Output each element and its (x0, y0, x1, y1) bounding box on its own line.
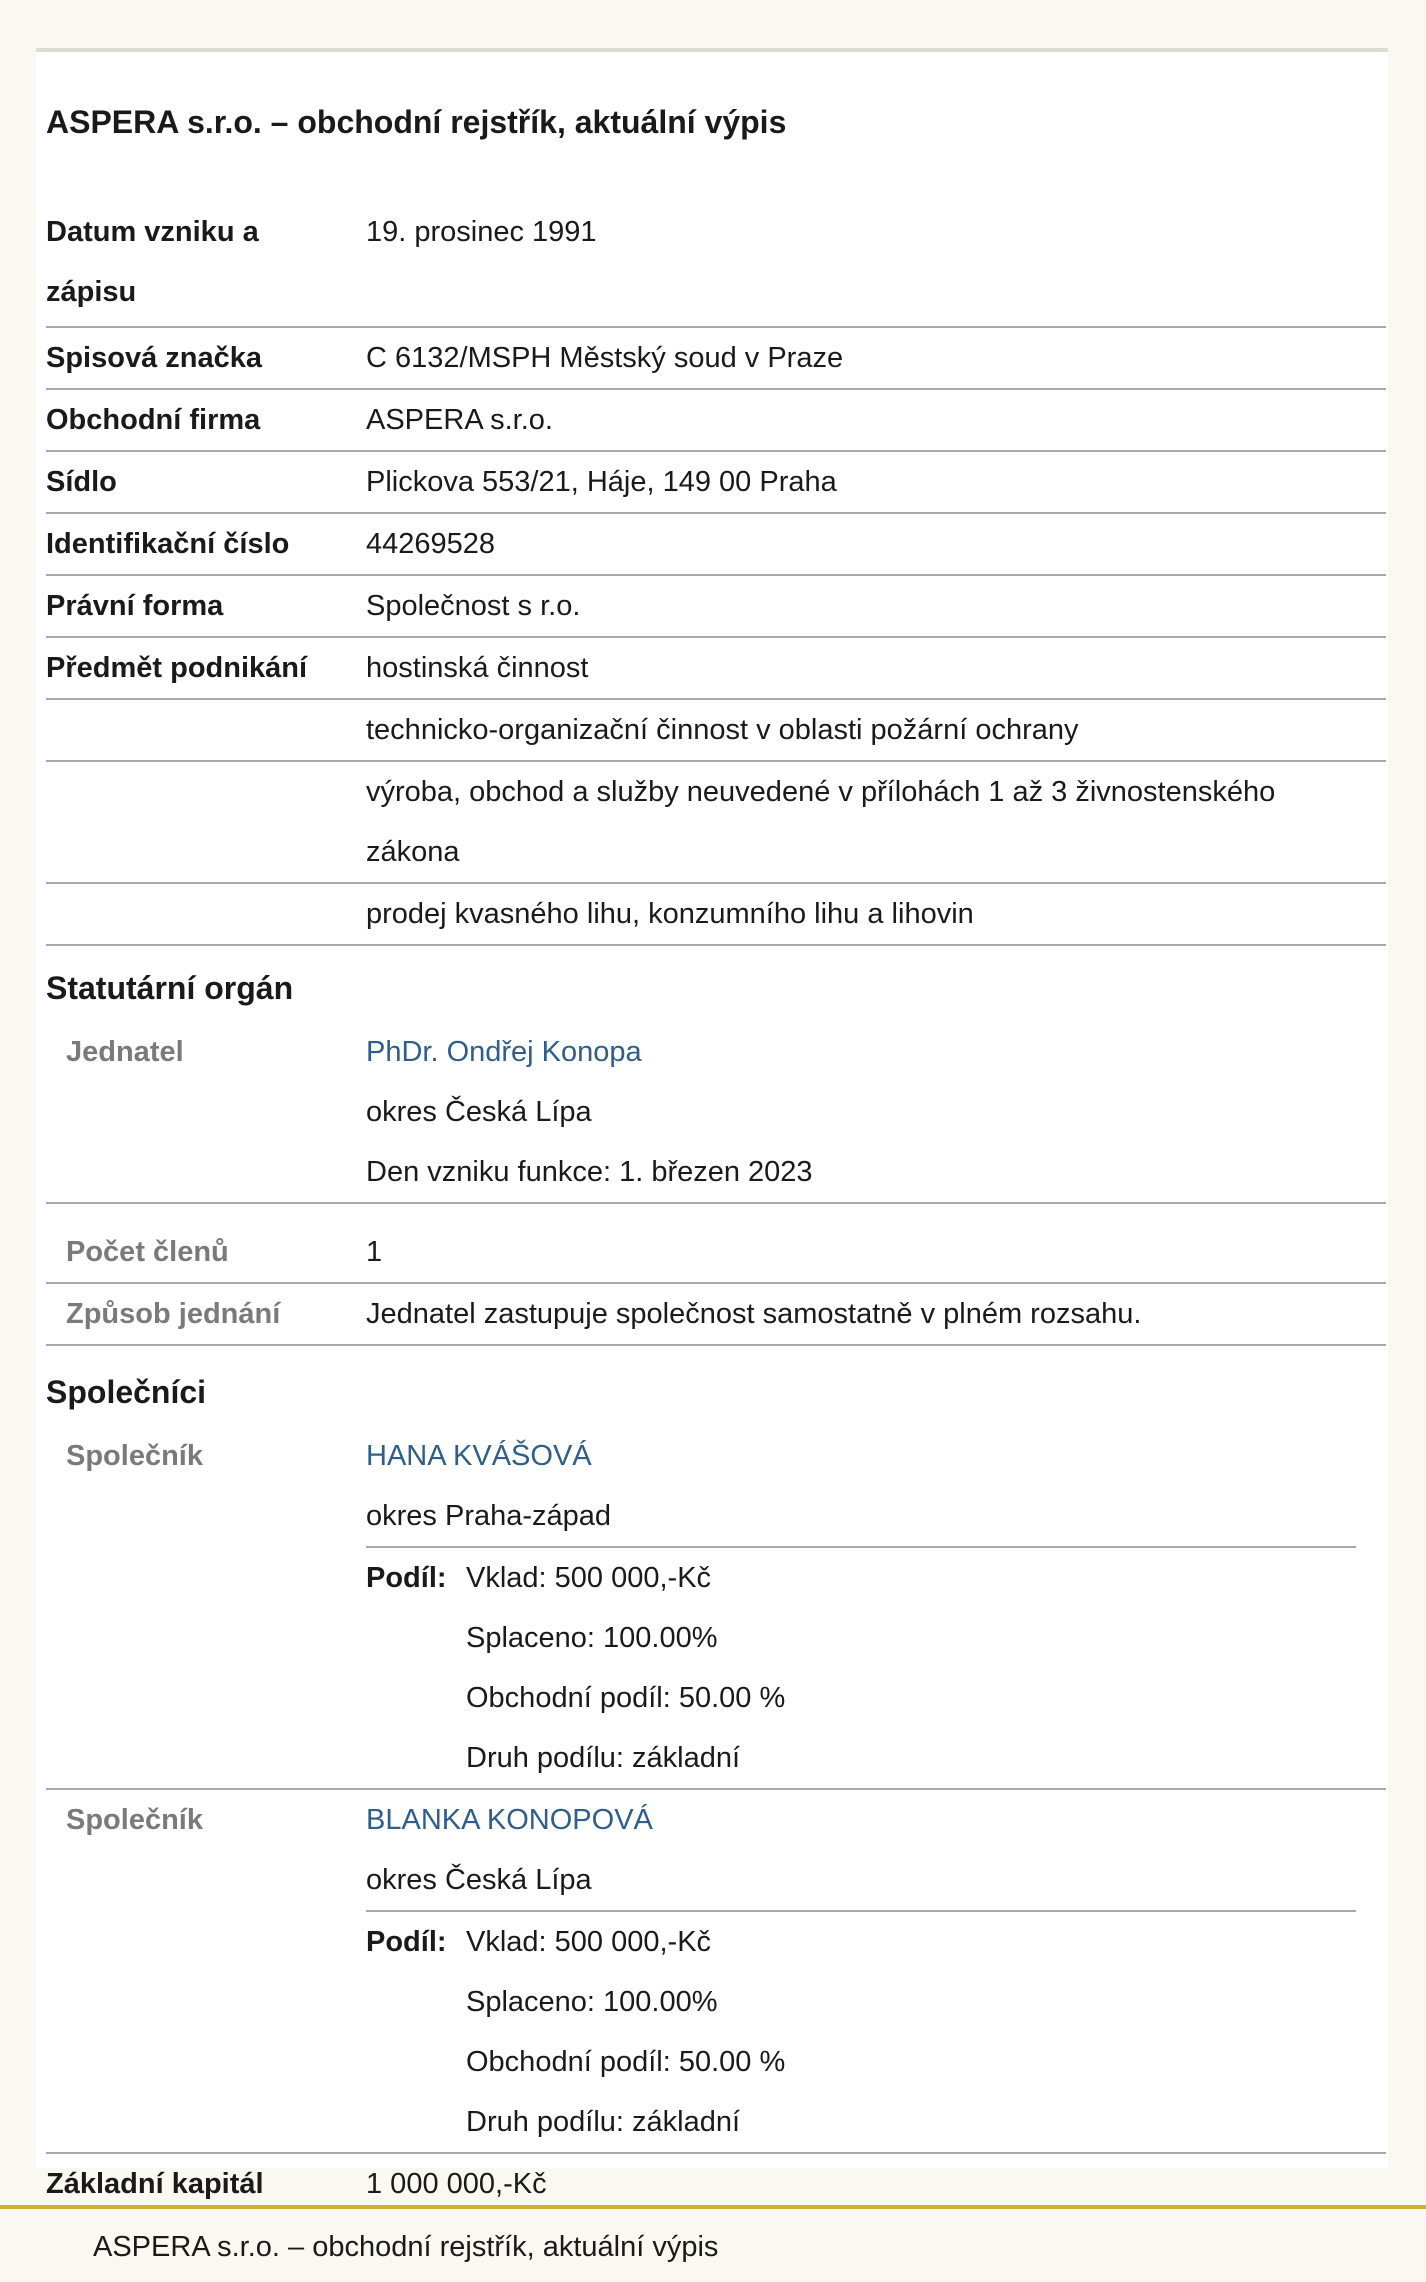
row-spisova-znacka (46, 328, 1386, 390)
section-heading-statutarni-organ: Statutární orgán (46, 970, 294, 1006)
row-value: C 6132/MSPH Městský soud v Praze (366, 342, 844, 374)
row-value: Jednatel zastupuje společnost samostatně v plném rozsahu. (366, 1298, 1142, 1330)
row-value: ASPERA s.r.o. (366, 404, 553, 436)
row-identifikacni-cislo (46, 514, 1386, 576)
row-value: hostinská činnost (366, 652, 589, 684)
person-link[interactable]: PhDr. Ondřej Konopa (366, 1036, 642, 1068)
row-label: Datum vzniku a (46, 216, 259, 248)
row-value: 19. prosinec 1991 (366, 216, 597, 248)
podil-vklad: Vklad: 500 000,-Kč (466, 1926, 712, 1958)
podil-label: Podíl: (366, 1562, 447, 1594)
podil-label: Podíl: (366, 1926, 447, 1958)
row-label: Počet členů (66, 1236, 229, 1268)
person-den-vzniku: Den vzniku funkce: 1. březen 2023 (366, 1156, 813, 1188)
row-obchodni-firma (46, 390, 1386, 452)
row-value: 1 (366, 1236, 383, 1268)
person-okres: okres Česká Lípa (366, 1864, 592, 1896)
row-label: Spisová značka (46, 342, 262, 374)
row-predmet-item (46, 700, 1386, 762)
row-value: 1 000 000,-Kč (366, 2168, 547, 2200)
row-label: Předmět podnikání (46, 652, 308, 684)
row-spolecnik (46, 1426, 1386, 1790)
section-heading-spolecnici: Společníci (46, 1374, 207, 1410)
person-okres: okres Česká Lípa (366, 1096, 592, 1128)
row-predmet-item (46, 762, 1386, 884)
row-pravni-forma (46, 576, 1386, 638)
row-label: Jednatel (66, 1036, 184, 1068)
row-label: Identifikační číslo (46, 528, 290, 560)
podil-obchodni: Obchodní podíl: 50.00 % (466, 2046, 786, 2078)
row-label: Základní kapitál (46, 2168, 264, 2200)
person-link[interactable]: HANA KVÁŠOVÁ (366, 1440, 592, 1472)
row-predmet-podnikani (46, 638, 1386, 700)
row-value: Plickova 553/21, Háje, 149 00 Praha (366, 466, 837, 498)
row-value: Společnost s r.o. (366, 590, 581, 622)
person-link[interactable]: BLANKA KONOPOVÁ (366, 1804, 653, 1836)
page-title: ASPERA s.r.o. – obchodní rejstřík, aktuální výpis (46, 104, 787, 140)
row-value: prodej kvasného lihu, konzumního lihu a lihovin (366, 898, 974, 930)
row-spolecnik (46, 1790, 1386, 2154)
footer-text: ASPERA s.r.o. – obchodní rejstřík, aktuální výpis (93, 2231, 719, 2263)
row-zpusob-jednani (46, 1284, 1386, 1346)
podil-splaceno: Splaceno: 100.00% (466, 1986, 718, 2018)
podil-splaceno: Splaceno: 100.00% (466, 1622, 718, 1654)
row-predmet-item (46, 884, 1386, 946)
document-card (36, 48, 1388, 2200)
row-datum-vzniku (46, 202, 1386, 328)
row-label: Společník (66, 1440, 203, 1472)
page-footer (0, 2205, 1426, 2282)
row-value: technicko-organizační činnost v oblasti požární ochrany (366, 714, 1079, 746)
row-sidlo (46, 452, 1386, 514)
row-label: Obchodní firma (46, 404, 261, 436)
row-pocet-clenu (46, 1222, 1386, 1284)
row-label: Společník (66, 1804, 203, 1836)
row-label: Právní forma (46, 590, 224, 622)
podil-obchodni: Obchodní podíl: 50.00 % (466, 1682, 786, 1714)
row-value-cont: zákona (366, 836, 460, 868)
row-value: 44269528 (366, 528, 496, 560)
row-value: výroba, obchod a služby neuvedené v přílohách 1 až 3 živnostenského (366, 776, 1276, 808)
podil-druh: Druh podílu: základní (466, 2106, 741, 2138)
row-jednatel (46, 1022, 1386, 1204)
row-label-cont: zápisu (46, 276, 137, 308)
row-label: Sídlo (46, 466, 117, 498)
row-label: Způsob jednání (66, 1298, 281, 1330)
podil-vklad: Vklad: 500 000,-Kč (466, 1562, 712, 1594)
podil-druh: Druh podílu: základní (466, 1742, 741, 1774)
person-okres: okres Praha-západ (366, 1500, 612, 1532)
